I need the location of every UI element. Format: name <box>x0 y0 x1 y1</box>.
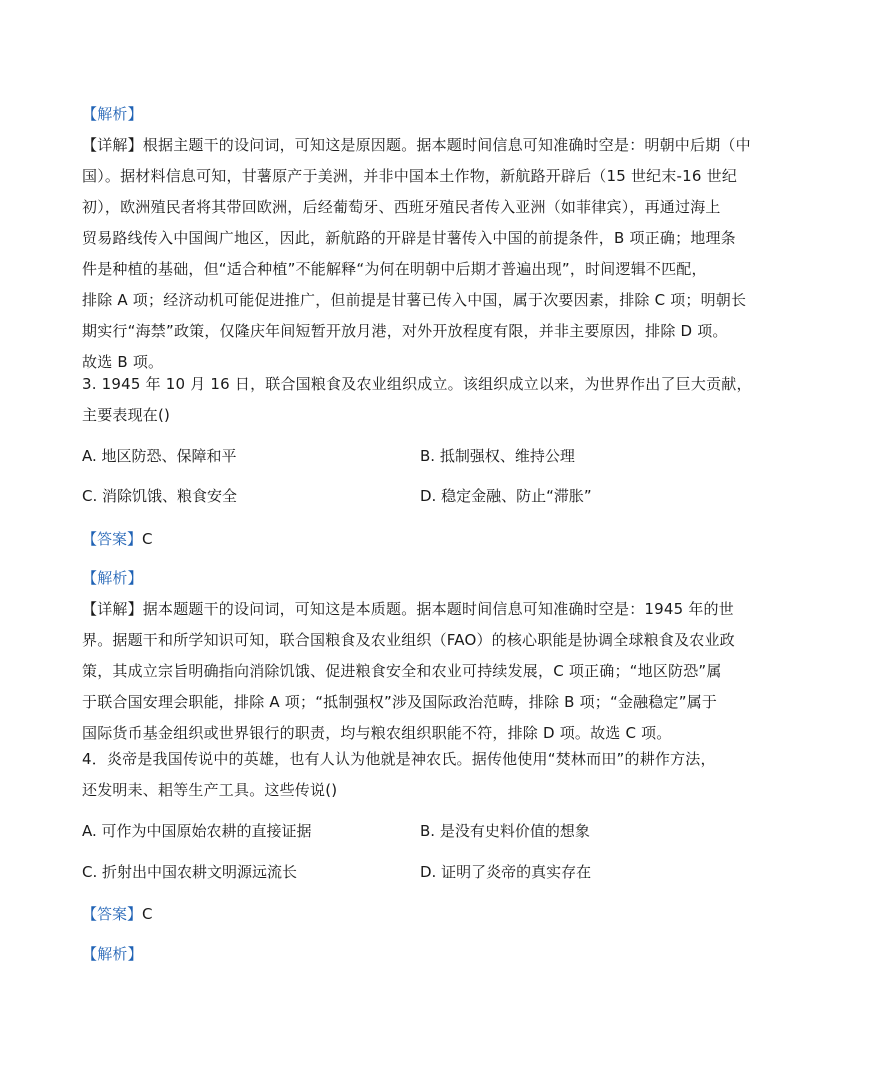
q3-option-b: B. 抵制强权、维持公理 <box>420 447 575 465</box>
q3-analysis-tag: 【解析】 <box>82 569 143 587</box>
q4-stem <box>82 744 782 806</box>
q4-option-a: A. 可作为中国原始农耕的直接证据 <box>82 822 312 840</box>
q2-detail-line: 国）。据材料信息可知，甘薯原产于美洲，并非中国本土作物，新航路开辟后（15 世纪末-16 世纪 <box>82 167 738 185</box>
q3-stem <box>82 369 782 431</box>
q4-analysis-tag: 【解析】 <box>82 945 143 963</box>
q3-option-a: A. 地区防恐、保障和平 <box>82 447 237 465</box>
q3-answer <box>82 527 153 551</box>
q4-stem-line: 4．炎帝是我国传说中的英雄，也有人认为他就是神农氏。据传他使用“焚林而田”的耕作方法， <box>82 750 716 768</box>
q4-option-b: B. 是没有史料价值的想象 <box>420 822 590 840</box>
q3-answer-tag: 【答案】 <box>82 530 143 548</box>
q4-answer-tag: 【答案】 <box>82 905 143 923</box>
q4-option-d: D. 证明了炎帝的真实存在 <box>420 863 592 881</box>
q2-detail-line: 【详解】根据主题干的设问词，可知这是原因题。据本题时间信息可知准确时空是：明朝中后期（中 <box>82 136 751 154</box>
q2-detail-line: 件是种植的基础，但“适合种植”不能解释“为何在明朝中后期才普遍出现”，时间逻辑不匹配， <box>82 260 707 278</box>
q2-detail-line: 初），欧洲殖民者将其带回欧洲，后经葡萄牙、西班牙殖民者传入亚洲（如菲律宾），再通过海上 <box>82 198 721 216</box>
q2-analysis-tag: 【解析】 <box>82 105 143 123</box>
q3-detail-line: 策，其成立宗旨明确指向消除饥饿、促进粮食安全和农业可持续发展，C 项正确；“地区防恐”属 <box>82 662 722 680</box>
q3-detail-line: 【详解】据本题题干的设问词，可知这是本质题。据本题时间信息可知准确时空是：1945 年的世 <box>82 600 734 618</box>
q4-answer <box>82 902 153 926</box>
q2-detail-line: 故选 B 项。 <box>82 353 164 371</box>
q2-detail-line: 期实行“海禁”政策，仅隆庆年间短暂开放月港，对外开放程度有限，并非主要原因，排除 D 项。 <box>82 322 728 340</box>
q4-answer-value: C <box>142 905 153 923</box>
q2-detail-line: 贸易路线传入中国闽广地区，因此，新航路的开辟是甘薯传入中国的前提条件，B 项正确；地理条 <box>82 229 736 247</box>
q3-detail <box>82 594 782 749</box>
q2-detail <box>82 130 782 378</box>
q3-detail-line: 国际货币基金组织或世界银行的职责，均与粮农组织职能不符，排除 D 项。故选 C 项。 <box>82 724 672 742</box>
q3-option-c: C. 消除饥饿、粮食安全 <box>82 487 238 505</box>
q3-option-d: D. 稳定金融、防止“滞胀” <box>420 487 592 505</box>
q2-detail-line: 排除 A 项；经济动机可能促进推广，但前提是甘薯已传入中国，属于次要因素，排除 C 项；明朝长 <box>82 291 747 309</box>
q3-detail-line: 界。据题干和所学知识可知，联合国粮食及农业组织（FAO）的核心职能是协调全球粮食及农业政 <box>82 631 735 649</box>
q4-stem-line: 还发明耒、耜等生产工具。这些传说() <box>82 781 338 799</box>
q3-stem-line: 主要表现在() <box>82 406 171 424</box>
q3-detail-line: 于联合国安理会职能，排除 A 项；“抵制强权”涉及国际政治范畴，排除 B 项；“金融稳定”属于 <box>82 693 718 711</box>
q3-answer-value: C <box>142 530 153 548</box>
q3-stem-line: 3. 1945 年 10 月 16 日，联合国粮食及农业组织成立。该组织成立以来，为世界作出了巨大贡献， <box>82 375 752 393</box>
q4-option-c: C. 折射出中国农耕文明源远流长 <box>82 863 298 881</box>
